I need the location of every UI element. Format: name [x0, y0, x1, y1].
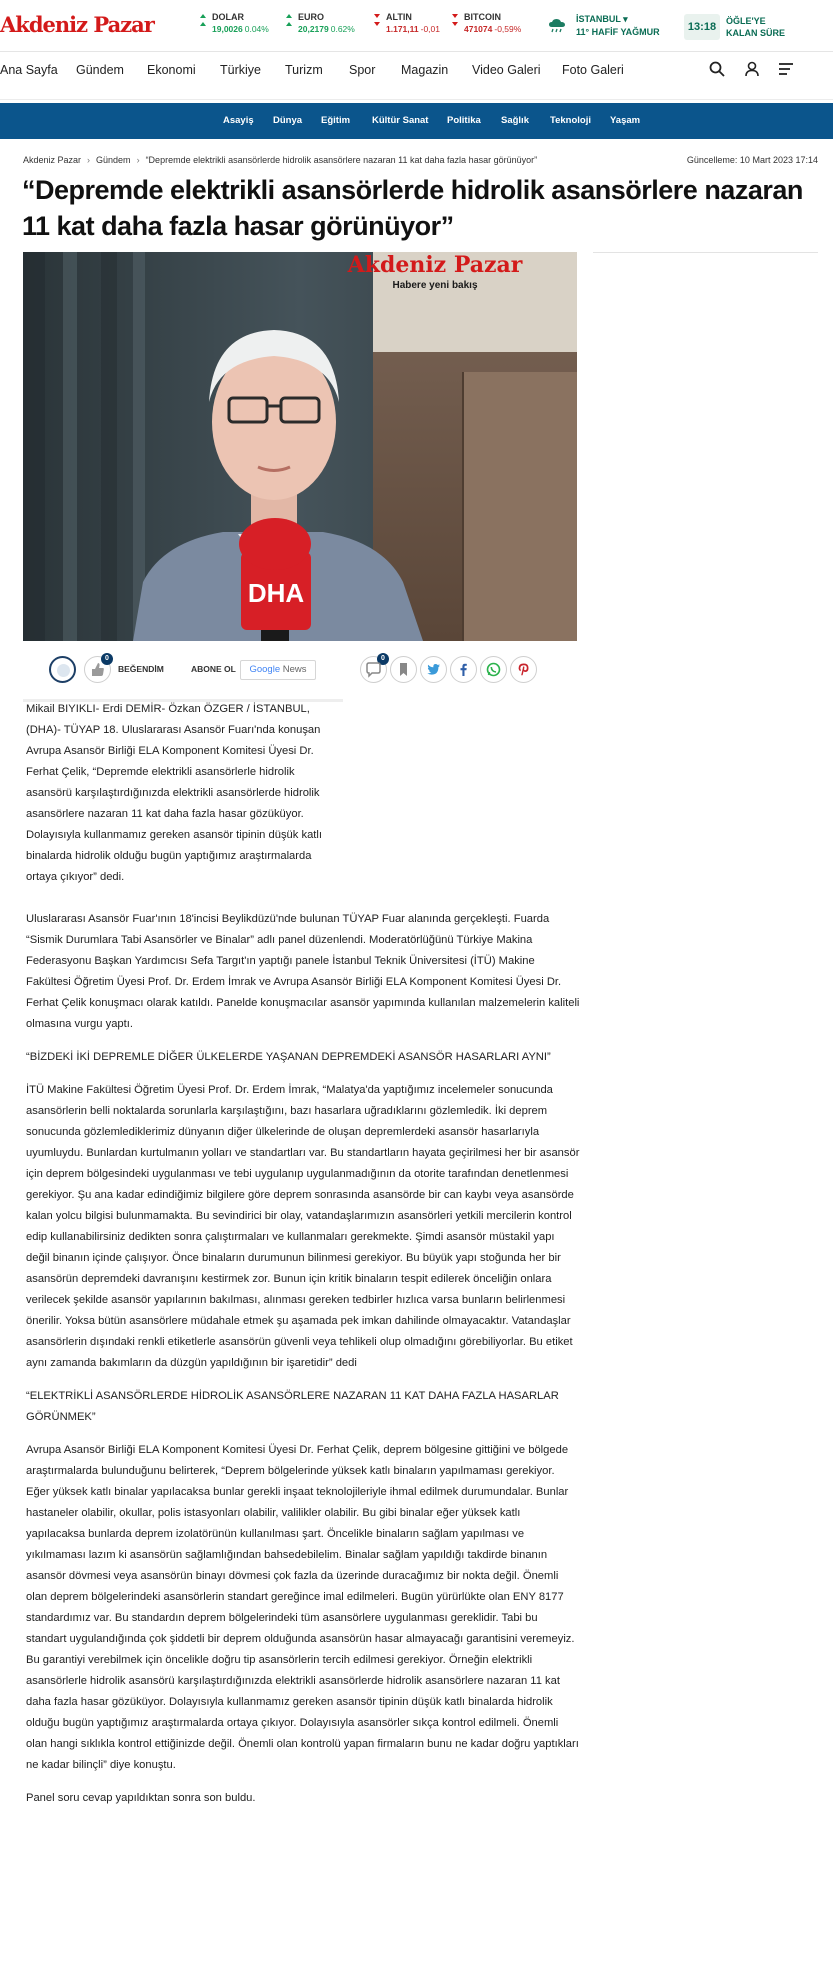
subscribe-label: ABONE OL: [191, 664, 236, 674]
trend-down-icon: [374, 14, 380, 40]
like-label: BEĞENDİM: [118, 664, 164, 674]
market-value: 19,0026 0.04%: [212, 24, 269, 34]
share-whatsapp-button[interactable]: [480, 656, 507, 683]
market-value: 20,2179 0.62%: [298, 24, 355, 34]
article-paragraph: İTÜ Makine Fakültesi Öğretim Üyesi Prof. Dr. Erdem İmrak, “Malatya'da yaptığımız incelemeler sonucunda asansörlerin belli noktalarda sorunlarla karşılaştığını, bazı hasarlara uğradıklarını gözlemledik. İki deprem sonucunda gözlemlediklerimiz dünyanın diğer ülkelerinde de oluşan depremlerdeki asansör hasarlarıyla uyumluydu. Bunlardan kurtulmanın yolları ve standartları var. Bu standartların hayata geçirilmesi her bir asansör için deprem bölgesindeki uygulanması ve tebi uygulanıp uygulanmadığının da otorite tarafından denetlenmesi gerekiyor. Şu ana kadar edindiğimiz bilgilere göre deprem sonrasında asansörde bir can kaybı veya asansörde kalan yolcu bilgisi bulunmamakta. Bu sevindirici bir olay, vatandaşlarımızın asansörleri yetkili mercilerin kontrol edip kullanabilirsiniz dedikten sonra çalıştırmaları ve kullanmaları gerekmekte. Şimdi asansör müstakil yapı değil binanın içinde çalışıyor. Önce binaların durumunun bilinmesi gerekiyor. Bu büyük yapı stoğunda her bir asansörün depremdeki davranışını kestirmek zor. Bunun için kritik binaların tespit edilerek önceliğin onlara verilecek şekilde asansör yapılarının bakılması, alınması gereken tedbirler hızlıca varsa bunların belirlenmesi önerilir. Yoksa bütün asansörlere müdahale etmek şu aşamada pek imkan dahilinde olmayacaktır. Vatandaşlar asansörlerin dışındaki renkli etiketlerle asansörün güvenli veya tehlikeli olup olmadığını görebiliyorlar. Bu etiket aynı zamanda bakımların da düzgün yapıldığının bir işaretidir” dedi: [26, 1084, 580, 1369]
category-egitim[interactable]: Eğitim: [321, 115, 351, 126]
whatsapp-icon: [485, 661, 502, 678]
market-value: 1.171,11 -0,01: [386, 24, 440, 34]
market-name: DOLAR: [212, 12, 244, 22]
reaction-button[interactable]: [49, 656, 76, 683]
article-body: [26, 909, 580, 1809]
emoji-icon: [55, 662, 72, 679]
nav-icons: [696, 60, 795, 80]
user-icon[interactable]: [743, 60, 761, 78]
market-name: EURO: [298, 12, 325, 22]
category-kultur-sanat[interactable]: Kültür Sanat: [372, 115, 429, 126]
facebook-icon: [455, 661, 472, 678]
market-value: 471074 -0,59%: [464, 24, 522, 34]
hero-watermark-tagline: Habere yeni bakış: [392, 280, 478, 291]
category-bar: [0, 103, 833, 139]
nav-spor[interactable]: Spor: [349, 63, 376, 77]
search-icon[interactable]: [708, 60, 726, 78]
like-count-badge: 0: [101, 653, 113, 665]
chevron-right-icon: ›: [87, 155, 91, 165]
like-button[interactable]: [84, 656, 111, 683]
bookmark-button[interactable]: [390, 656, 417, 683]
nav-video-galeri[interactable]: Video Galeri: [472, 63, 541, 77]
hero-image: [23, 252, 577, 641]
article-actions: [23, 652, 577, 688]
nav-magazin[interactable]: Magazin: [401, 63, 449, 77]
weather-widget[interactable]: [548, 14, 678, 42]
article-title: “Depremde elektrikli asansörlerde hidrolik asansörlere nazaran 11 kat daha fazla hasar görünüyor”: [22, 175, 803, 241]
market-name: BITCOIN: [464, 12, 501, 22]
main-nav: [0, 52, 833, 100]
article-lead: Mikail BIYIKLI- Erdi DEMİR- Özkan ÖZGER / İSTANBUL, (DHA)- TÜYAP 18. Uluslararası Asansör Fuarı'nda konuşan Avrupa Asansör Birliği ELA Komponent Komitesi Üyesi Dr. Ferhat Çelik, “Depremde elektrikli asansörlerle hidrolik asansörü karşılaştırdığınızda elektrikli asansörlerde hidrolik asansörlere nazaran 11 kat daha fazla hasar gözüküyor. Dolayısıyla kullanmamız gereken asansör tipinin düşük katlı binalarda hidrolik olduğu bugün yaptığımız araştırmalarda ortaya çıkıyor” dedi.: [26, 703, 322, 883]
bookmark-icon: [395, 661, 412, 678]
share-twitter-button[interactable]: [420, 656, 447, 683]
sidebar-divider: [593, 252, 818, 253]
breadcrumb: [23, 155, 537, 165]
comment-count-badge: 0: [377, 653, 389, 665]
mic-logo: DHA: [247, 578, 305, 608]
thumbs-up-icon: [89, 661, 106, 678]
nav-gundem[interactable]: Gündem: [76, 63, 124, 77]
article-paragraph: Avrupa Asansör Birliği ELA Komponent Komitesi Üyesi Dr. Ferhat Çelik, deprem bölgesine gittiğini ve bölgede araştırmalarda bulunduğunu belirterek, “Deprem bölgelerinde yüksek katlı binaların yapılmaması gerekiyor. Eğer yüksek katlı binalar yapılacaksa bunlar gerekli inşaat teknolojileriyle ihmal edilmek durumundalar. Bunlar hastaneler olabilir, okullar, polis istasyonları olabilir, valilikler olabilir. Bu gibi binalar eğer yüksek katlı yapılacaksa bunlarda deprem izolatörünün kullanılması şart. Öncelikle binaların sağlam yapılması ve yıkılmaması lazım ki asansörün sağlamlığından bahsedebilelim. Binalar sağlam yapıldığı takdirde binanın asansör dövmesi veya asansörün binayı dövmesi çok fazla da üzerinde duracağımız bir nokta değil. Önemli olan deprem bölgelerindeki asansörlerin standart gereğince imal edilmeleri. Bugün yürürlükte olan ENY 8177 standardımız var. Bu standardın deprem bölgelerindeki tüm asansörlere uygulanması gereklidir. Tabi bu standart uygulandığında çok şiddetli bir deprem olduğunda asansörün hasar almayacağı garantisini veremeyiz. Bu garantiyi verebilmek için öncelikle doğru tip asansörlerin tercih edilmesi gerekiyor. Örneğin elektrikli asansörlerle hidrolik asansörü karşılaştırdığınızda elektrikli asansörlerde hidrolik asansörlere nazaran 11 kat daha fazla hasar gözüküyor. Dolayısıyla kullanmamız gereken asansör tipinin düşük katlı binalarda hidrolik olduğu bugün yaptığımız araştırmalarda ortaya çıkıyor. Dolayısıyla asansörler sıkça kontrol edilmeli. Önemli olan hangi sıklıkla kontrol ettiğinizde değil. Önemli olan kontrolü yapan firmaların bunu ne kadar doğru yaptıkları ne kadar bilinçli” diye konuştu.: [26, 1444, 579, 1771]
prayer-countdown: 13:18: [684, 14, 720, 40]
breadcrumb-home[interactable]: Akdeniz Pazar: [23, 155, 82, 165]
nav-turkiye[interactable]: Türkiye: [220, 63, 261, 77]
menu-icon[interactable]: [777, 60, 795, 78]
pinterest-icon: [515, 661, 532, 678]
hero-watermark-logo: Akdeniz Pazar: [347, 252, 523, 278]
market-bitcoin[interactable]: [450, 12, 521, 42]
nav-ana-sayfa[interactable]: Ana Sayfa: [0, 63, 58, 77]
category-yasam[interactable]: Yaşam: [610, 115, 641, 126]
top-bar: [0, 0, 833, 52]
article-closing: Panel soru cevap yapıldıktan sonra son buldu.: [26, 1792, 256, 1804]
comments-button[interactable]: [360, 656, 387, 683]
nav-turizm[interactable]: Turizm: [285, 63, 323, 77]
comment-icon: [365, 661, 382, 678]
nav-foto-galeri[interactable]: Foto Galeri: [562, 63, 624, 77]
weather-city[interactable]: İSTANBUL ▾: [576, 14, 628, 24]
hero-photo: [23, 252, 577, 641]
category-politika[interactable]: Politika: [447, 115, 481, 126]
google-wordmark: Google: [249, 664, 281, 675]
market-name: ALTIN: [386, 12, 412, 22]
site-logo[interactable]: Akdeniz Pazar: [0, 12, 154, 37]
breadcrumb-current: “Depremde elektrikli asansörlerde hidrolik asansörlere nazaran 11 kat daha fazla hasar görünüyor”: [145, 155, 538, 165]
weather-condition: 11° HAFİF YAĞMUR: [576, 27, 660, 37]
market-altin[interactable]: [372, 12, 440, 42]
news-wordmark: News: [282, 664, 307, 675]
twitter-icon: [425, 661, 442, 678]
chevron-right-icon: ›: [136, 155, 140, 165]
rain-cloud-icon: [548, 18, 566, 34]
trend-up-icon: [286, 14, 292, 40]
category-dunya[interactable]: Dünya: [273, 115, 303, 126]
article-subheading: “BİZDEKİ İKİ DEPREMLE DİĞER ÜLKELERDE YAŞANAN DEPREMDEKİ ASANSÖR HASARLARI AYNI”: [26, 1051, 551, 1063]
prayer-label: ÖĞLE'YE KALAN SÜRE: [726, 16, 786, 38]
market-dolar[interactable]: [198, 12, 269, 42]
share-pinterest-button[interactable]: [510, 656, 537, 683]
article-subheading: “ELEKTRİKLİ ASANSÖRLERDE HİDROLİK ASANSÖRLERE NAZARAN 11 KAT DAHA FAZLA HASARLAR GÖRÜNMEK”: [26, 1390, 559, 1423]
category-teknoloji[interactable]: Teknoloji: [550, 115, 591, 126]
breadcrumb-section[interactable]: Gündem: [96, 155, 131, 165]
category-saglik[interactable]: Sağlık: [501, 115, 529, 126]
updated-timestamp: Güncelleme: 10 Mart 2023 17:14: [686, 155, 818, 165]
category-asayis[interactable]: Asayiş: [223, 115, 254, 126]
nav-ekonomi[interactable]: Ekonomi: [147, 63, 196, 77]
share-facebook-button[interactable]: [450, 656, 477, 683]
article-paragraph: Uluslararası Asansör Fuar'ının 18'incisi Beylikdüzü'nde bulunan TÜYAP Fuar alanında gerçekleşti. Fuarda “Sismik Durumlara Tabi Asansörler ve Binalar” adlı panel düzenlendi. Moderatörlüğünü Türkiye Makina Federasyonu Başkan Yardımcısı Sefa Targıt'ın yaptığı panele İstanbul Teknik Üniversitesi (İTÜ) Makine Fakültesi Öğretim Üyesi Prof. Dr. Erdem İmrak ve Avrupa Asansör Birliği ELA Komponent Komitesi Üyesi Dr. Ferhat Çelik konuşmacı olarak katıldı. Panelde konuşmacılar asansör yapımında kullanılan malzemelerin kaliteli olmasına vurgu yaptı.: [26, 913, 580, 1030]
trend-down-icon: [452, 14, 458, 40]
trend-up-icon: [200, 14, 206, 40]
google-news-button[interactable]: [240, 660, 316, 680]
market-euro[interactable]: [284, 12, 355, 42]
